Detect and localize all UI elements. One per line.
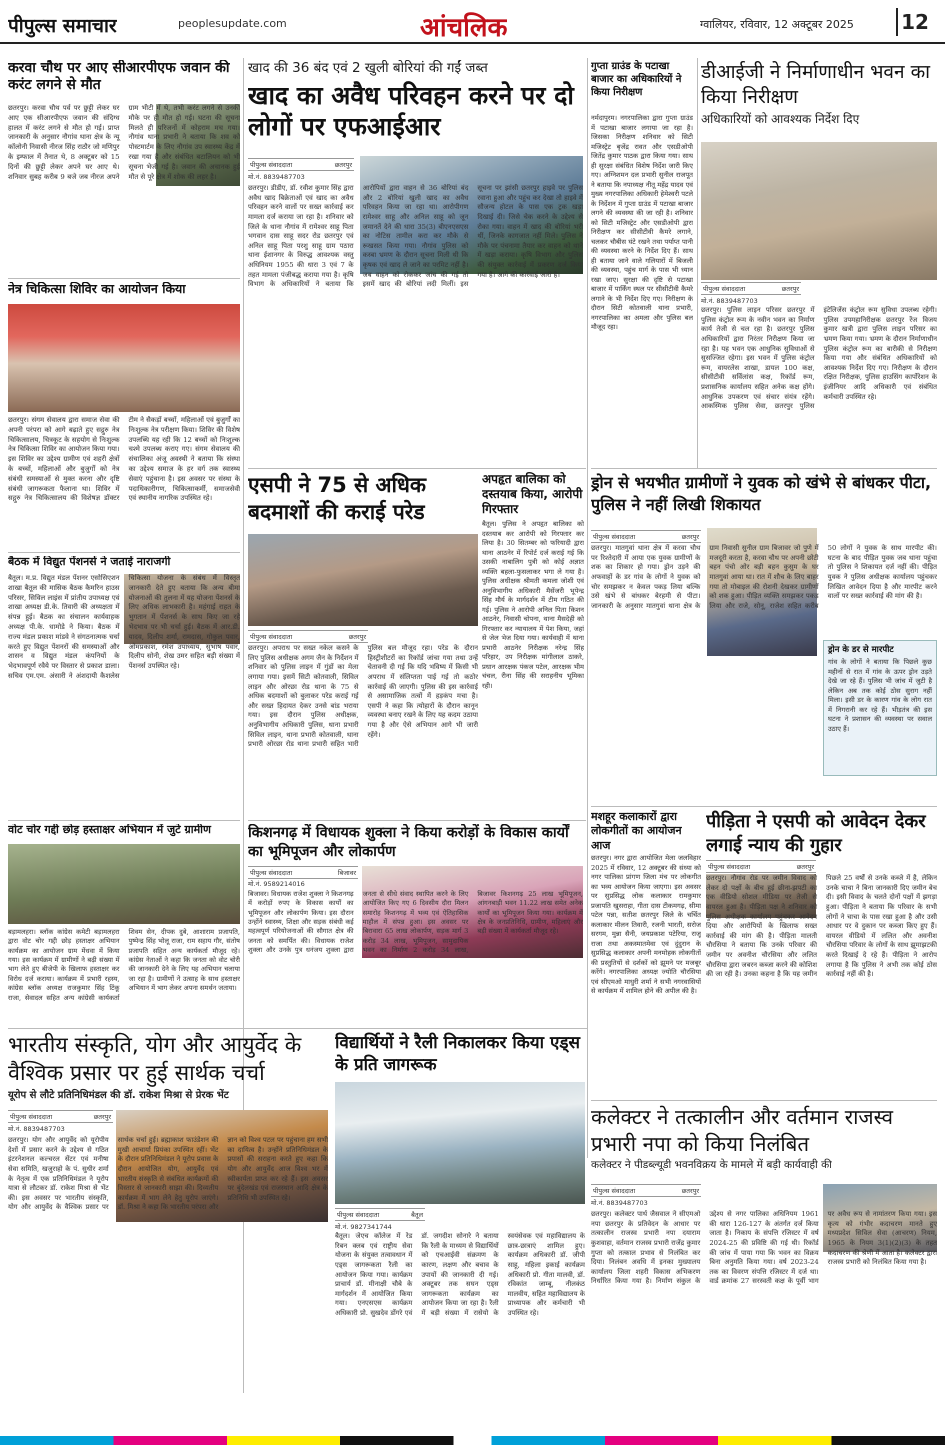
article-karva-body: छतरपुर। करवा चौथ पर्व पर छुट्टी लेकर घर आए एक सीआरपीएफ जवान की संदिग्ध हालत में करंट लगने से मौत हो गई। प्राप्त जानकारी के अनुसार नौगांव थाना क्षेत्र के न्यू कॉलोनी निवासी नीरज सिंह राठौर जो मणिपुर के इम्फाल में तैनात थे, 8 अक्टूबर को 15 दिनों की छुट्टी लेकर अपने घर आए थे। शनिवार सुबह करीब 9 बजे जब नीरज अपने ग्राम भीटी में थे, तभी करंट लगने से उनकी मौके पर ही मौत हो गई। घटना की सूचना मिलते ही परिजनों में कोहराम मच गया। नौगांव थाना प्रभारी ने बताया कि शव को पोस्टमार्टम के लिए नौगांव उप स्वास्थ्य केंद्र में रखा गया है और संबंधित बटालियन को भी सूचना भेजी गई है। जवान की अचानक हुई मौत से पूरे क्षेत्र में शोक की लहर है। bbox=[8, 104, 240, 181]
article-gupta bbox=[591, 60, 693, 465]
byline-city: छतरपुर bbox=[334, 161, 352, 169]
article-drone-byline bbox=[591, 530, 701, 543]
article-collector-byline bbox=[591, 1184, 701, 1197]
byline-staff: पीपुल्स संवाददाता bbox=[10, 1113, 53, 1121]
page-number: 12 bbox=[896, 8, 932, 36]
article-khaad-mobile: मो.नं. 8839487703 bbox=[248, 173, 305, 181]
article-gupta-title: गुप्ता ग्राउंड के पटाखा बाजार का अधिकारियों ने किया निरीक्षण bbox=[591, 61, 682, 98]
masthead-brand: पीपुल्स समाचार bbox=[8, 15, 117, 37]
article-collector-body: छतरपुर। कलेक्टर पार्थ जैसवाल ने सीएमओ नपा छतरपुर के प्रतिवेदन के आधार पर तत्कालीन राजस्व प्रभारी नपा दयाराम कुशवाहा, वर्तमान राजस्व प्रभारी राजेंद्र कुमार गुप्ता को तत्काल प्रभाव से निलंबित कर दिया। निलंबन अवधि में इनका मुख्यालय कार्यालय जिला शहरी विकास अभिकरण निर्धारित किया गया है। निर्माण संकुल के उद्देश्य से नगर पालिका अधिनियम 1961 की धारा 126-127 के अंतर्गत दर्ज किया जाता है। निकाय के संपत्ति रजिस्टर में वर्ष 2024-25 की प्रविष्टि की गई थी। रिकॉर्ड की जांच में पाया गया कि भवन का विक्रय बिना अनुमति किया गया। वर्ष 2023-24 तक का विवरण संपत्ति रजिस्टर में दर्ज था। वार्ड क्रमांक 27 सरस्वती कक्ष के पूर्वी भाग पर अवैध रूप से नामांतरण किया गया। इस कृत्य को गंभीर कदाचरण मानते हुए मध्यप्रदेश सिविल सेवा (आचरण) नियम, 1965 के नियम 3(1)(2)(3) के तहत कदाचरण की श्रेणी में आता है। कलेक्टर द्वारा राजस्व प्रभारी को निलंबित किया गया है। bbox=[591, 1210, 937, 1286]
byline-city: छतरपुर bbox=[93, 1113, 111, 1121]
article-netra-photo bbox=[8, 304, 240, 412]
article-sp-byline bbox=[248, 630, 368, 643]
byline-city: बिजावर bbox=[337, 869, 356, 877]
article-vote-photo bbox=[8, 844, 240, 924]
article-sanskriti-subtitle: यूरोप से लौटे प्रतिनिधिमंडल की डॉ. राकेश मिश्रा से प्रेरक भेंट bbox=[8, 1090, 229, 1102]
byline-staff: पीपुल्स संवाददाता bbox=[593, 533, 636, 541]
article-dig-title: डीआईजी ने निर्माणाधीन भवन का किया निरीक्षण bbox=[701, 61, 931, 108]
article-collector-title: कलेक्टर ने तत्कालीन और वर्तमान राजस्व प्रभारी नपा को किया निलंबित bbox=[591, 1105, 894, 1156]
article-dig-subtitle: अधिकारियों को आवश्यक निर्देश दिए bbox=[701, 112, 860, 127]
article-apahrit-body: बैतूल। पुलिस ने अपहृत बालिका को दस्तयाब कर आरोपी को गिरफ्तार कर लिया है। 30 सितम्बर को फरियादी द्वारा थाना आठनेर में रिपोर्ट दर्ज कराई गई कि उसकी नाबालिग पुत्री को कोई अज्ञात व्यक्ति बहला-फुसलाकर भगा ले गया है। पुलिस अधीक्षक श्रीमती कमला जोशी एवं अनुविभागीय अधिकारी मैसेंजरी भूपेन्द्र सिंह मौर्य के मार्गदर्शन में टीम गठित की गई। पुलिस ने आरोपी अनिल पिता किशन आठनेर, निवासी चोपना, थाना मैसदेही को गिरफ्तार कर न्यायालय में पेश किया, जहां से जेल भेज दिया गया। कार्यवाही में थाना प्रभारी आठनेर निरीक्षक नरेन्द्र सिंह परिहार, उप निरीक्षक मांगीलाल ठाकरे, प्रधान आरक्षक पंकज पटेल, आरक्षक भीम चंचल, रीना सिंह की सराहनीय भूमिका रही। bbox=[482, 520, 584, 690]
article-vidyarthi-body: बैतूल। जेएच कॉलेज में रेड रिबन क्लब एवं राष्ट्रीय सेवा योजना के संयुक्त तत्वावधान में एड्स जागरूकता रैली का आयोजन किया गया। कार्यक्रम प्राचार्य डॉ. मीनाक्षी चौबे के मार्गदर्शन में आयोजित किया गया। एनएसएस कार्यक्रम अधिकारी प्रो. सुखदेव डोंगरे एवं डॉ. जगदीश सोनारे ने बताया कि रैली के माध्यम से विद्यार्थियों को एचआईवी संक्रमण के कारण, लक्षण और बचाव के उपायों की जानकारी दी गई। अक्टूबर तक सघन एड्स जागरूकता कार्यक्रम का आयोजन किया जा रहा है। रैली में बड़ी संख्या में रासेयो के स्वयंसेवक एवं महाविद्यालय के छात्र-छात्राएं शामिल हुए। कार्यक्रम अधिकारी डॉ. जीपी साहू, महिला इकाई कार्यक्रम अधिकारी प्रो. गीता मालवी, डॉ. रविकांत जाम्बू, नीलकंठ मालवीय, सहित महाविद्यालय के प्राध्यापक और कर्मचारी भी उपस्थित रहे। bbox=[335, 1232, 585, 1318]
article-vote-body: बड़ामलहरा। ब्लॉक कांग्रेस कमेटी बड़ामलहरा द्वारा वोट चोर गद्दी छोड़ हस्ताक्षर अभियान कार्यक्रम का आयोजन ग्राम मेंधवा में किया गया। इस कार्यक्रम में ग्रामीणों ने बढ़ी संख्या में भाग लेते हुए बीजेपी के खिलाफ हस्ताक्षर कर विरोध दर्ज कराया। कार्यक्रम में प्रभारी रहस्य, कांग्रेस ब्लॉक अध्यक्ष राजकुमार सिंह टिंकू राजा, सेवादल सहित अन्य कांग्रेसी कार्यकर्ता शिवम सेन, दीपक दुबे, आशाराम प्रजापति, पुष्पेन्द्र सिंह भोलू राजा, राम सहाय गौर, संतोष प्रजापति सहित अन्य कार्यकर्ता मौजूद रहे। कांग्रेस नेताओं ने कहा कि जनता को वोट चोरी की जानकारी देने के लिए यह अभियान चलाया जा रहा है। ग्रामीणों ने उत्साह के साथ हस्ताक्षर अभियान में भाग लेकर अपना समर्थन जताया। bbox=[8, 928, 240, 1002]
article-peedita-title: पीड़िता ने एसपी को आवेदन देकर लगाई न्याय की गुहार bbox=[706, 811, 926, 856]
masthead-website: peoplesupdate.com bbox=[178, 17, 287, 30]
byline-city: छतरपुर bbox=[681, 533, 699, 541]
article-netra-title: नेत्र चिकित्सा शिविर का आयोजन किया bbox=[8, 282, 186, 296]
dateline: ग्वालियर, रविवार, 12 अक्टूबर 2025 bbox=[700, 18, 854, 31]
article-sanskriti-body: छतरपुर। योग और आयुर्वेद को यूरोपीय देशों में प्रसार करने के उद्देश्य से गठित इंटरनेशनल कल्चरल सेंटर एवं मनीषा सेवा समिति, खजुराहो के पं. सुधीर शर्मा के नेतृत्व में एक प्रतिनिधिमंडल ने यूरोप यात्रा से लौटकर डॉ. राकेश मिश्रा से भेंट की। इस अवसर पर भारतीय संस्कृति, योग और आयुर्वेद के वैश्विक प्रसार पर सार्थक चर्चा हुई। ब्रह्माकाश फाउंडेशन की मुखी आचार्या प्रियंका उपस्थित रहीं। भेंट के दौरान प्रतिनिधिमंडल ने यूरोप प्रवास के दौरान आयोजित योग, आयुर्वेद एवं भारतीय संस्कृति से संबंधित कार्यक्रमों की विस्तार से जानकारी साझा की। दिव्यतीय कार्यक्रम में भाग लेने हेतु यूरोप जाएंगे। डॉ. मिश्रा ने कहा कि भारतीय परंपरा और ज्ञान को विश्व पटल पर पहुंचाना हम सभी का दायित्व है। उन्होंने प्रतिनिधिमंडल के प्रयासों की सराहना करते हुए कहा कि योग और आयुर्वेद आज विश्व भर में स्वीकार्यता प्राप्त कर रहे हैं। इस अवसर पर बुंदेलखंड एवं राजस्थान आदि क्षेत्र के प्रतिनिधि भी उपस्थित रहे। bbox=[8, 1136, 328, 1212]
article-baithak bbox=[8, 556, 240, 818]
byline-staff: पीपुल्स संवाददाता bbox=[250, 161, 293, 169]
article-drone bbox=[591, 472, 937, 804]
article-khaad-kicker: खाद की 36 बंद एवं 2 खुली बोरियां की गईं जब्त bbox=[248, 60, 488, 76]
article-kishangarh-byline bbox=[248, 866, 358, 879]
article-drone-title: ड्रोन से भयभीत ग्रामीणों ने युवक को खंभे से बांधकर पीटा, पुलिस ने नहीं लिखी शिकायत bbox=[591, 473, 932, 515]
article-sp-photo bbox=[248, 534, 478, 626]
article-apahrit bbox=[482, 472, 584, 817]
article-vidyarthi bbox=[335, 1032, 585, 1432]
article-sp-title: एसपी ने 75 से अधिक बदमाशों की कराई परेड bbox=[248, 473, 427, 525]
article-mashhoor bbox=[591, 810, 701, 1098]
article-sanskriti-byline bbox=[8, 1110, 113, 1123]
article-vote-title: वोट चोर गद्दी छोड़ हस्ताक्षर अभियान में जुटे ग्रामीण bbox=[8, 824, 211, 836]
section-title: आंचलिक bbox=[420, 13, 508, 43]
article-karva-title: करवा चौथ पर आए सीआरपीएफ जवान की करंट लगने से मौत bbox=[8, 60, 230, 93]
article-khaad bbox=[248, 60, 583, 465]
byline-staff: पीपुल्स संवाददाता bbox=[593, 1187, 636, 1195]
masthead bbox=[0, 0, 945, 44]
byline-staff: पीपुल्स संवाददाता bbox=[708, 863, 751, 871]
article-peedita-body: छतरपुर। नौगांव रोड पर जमीन विवाद को लेकर दो पक्षों के बीच हुई छीना-झपटी का एक वीडियो सोशल मीडिया पर तेजी से वायरल हुआ है। पीड़िता पक्ष ने शनिवार को पुलिस अधीक्षक कार्यालय पहुंचकर आवेदन दिया और आरोपियों के खिलाफ सख्त कार्रवाई की मांग की है। पीड़िता मालती चौरसिया ने बताया कि उनके परिवार की जमीन पर अवनीश चौरसिया और ललित चौरसिया द्वारा जबरन कब्जा करने की कोशिश की जा रही है। उनका कहना है कि यह जमीन पिछले 25 वर्षों से उनके कब्जे में है, लेकिन उनके चाचा ने बिना जानकारी दिए जमीन बेच दी। इसी विवाद के चलते दोनों पक्षों में झगड़ा हुआ। पीड़िता ने बताया कि परिवार के सभी लोगों ने चाचा के पास रखा हुआ है और उसी आधार पर वे दुकान पर कब्जा किए हुए हैं। वायरल वीडियो में ललित और अवनीश चौरसिया परिवार के लोगों के साथ झूमाझटकी करते दिखाई दे रहे हैं। पीड़िता ने आरोप लगाया है कि पुलिस ने अभी तक कोई ठोस कार्रवाई नहीं की है। bbox=[706, 874, 937, 979]
byline-staff: पीपुल्स संवाददाता bbox=[703, 285, 746, 293]
article-gupta-body: नर्मदापुरम। नगरपालिका द्वारा गुप्ता ग्राउंड में पटाखा बाजार लगाया जा रहा है। जिसका निरीक्षण शनिवार को सिटी मजिस्ट्रेट बृजेंद्र रावत और एसडीओपी जितेंद्र कुमार पाठक द्वारा किया गया। साथ ही सुरक्षा संबंधित विशेष निर्देश जारी किए गए। अग्निशमन दल प्रभारी सुनील राजपूत ने बताया कि नपाध्यक्ष नीतू महेंद्र यादव एवं मुख्य नगरपालिका अधिकारी हेमेश्वरी पटले के निर्देशन में गुप्ता ग्राउंड में पटाखा बाजार लगने की व्यवस्था की जा रही है। शनिवार को सिटी मजिस्ट्रेट और एसडीओपी द्वारा निरीक्षण कर सीसीटीवी कैमरे लगाने, चलकर चौबीस घंटे रखने तथा पर्याप्त पानी की व्यवस्था करने के निर्देश दिए हैं। साथ ही बताया जाने वाले गलियारों में बिजली की व्यवस्था, पहुंच मार्ग के पास भी ध्यान रखा जाए। सुरक्षा की दृष्टि से पटाखा बाजार में पार्किंग स्थल पर सीसीटीवी कैमरे लगाने के भी निर्देश दिए गए। निरीक्षण के दौरान सिटी कोतवाली थाना प्रभारी, नगरपालिका का अमला और पुलिस बल मौजूद रहा। bbox=[591, 114, 693, 332]
byline-city: छतरपुर bbox=[796, 863, 814, 871]
article-kishangarh bbox=[248, 824, 583, 1024]
article-vidyarthi-title: विद्यार्थियों ने रैली निकालकर किया एड्स के प्रति जागरूक bbox=[335, 1033, 580, 1076]
byline-staff: पीपुल्स संवाददाता bbox=[337, 1211, 380, 1219]
article-dig-byline bbox=[701, 282, 801, 295]
article-apahrit-title: अपहृत बालिका को दस्तयाब किया, आरोपी गिरफ्तार bbox=[482, 472, 583, 516]
byline-staff: पीपुल्स संवाददाता bbox=[250, 633, 293, 641]
article-karva bbox=[8, 60, 240, 275]
byline-city: छतरपुर bbox=[348, 633, 366, 641]
article-vidyarthi-photo bbox=[335, 1082, 585, 1204]
article-vidyarthi-byline bbox=[335, 1208, 425, 1221]
article-dig bbox=[701, 60, 937, 465]
article-sp bbox=[248, 472, 478, 817]
article-peedita-byline bbox=[706, 860, 816, 873]
article-netra-body: छतरपुर। संगम सेवालय द्वारा समाज सेवा की अपनी परंपरा को आगे बढ़ाते हुए सद्गुरु नेत्र चिकित्सालय, चित्रकूट के सहयोग से निःशुल्क नेत्र चिकित्सा शिविर का आयोजन किया गया। इस शिविर का उद्देश्य ग्रामीण एवं शहरी क्षेत्रों के बच्चों, महिलाओं और बुजुर्गों को नेत्र संबंधी समस्याओं से मुक्त करना और दृष्टि संबंधी जागरूकता फैलाना था। शिविर में सद्गुरु नेत्र चिकित्सालय की विशेषज्ञ डॉक्टर टीम ने सैकड़ों बच्चों, महिलाओं एवं बुजुर्गों का निःशुल्क नेत्र परीक्षण किया। शिविर की विशेष उपलब्धि यह रही कि 12 बच्चों को निःशुल्क चश्मे उपलब्ध कराए गए। संगम सेवालय की संचालिका अंजू अवस्थी ने बताया कि संस्था का उद्देश्य समाज के हर वर्ग तक स्वास्थ्य सेवाएं पहुंचाना है। इस अवसर पर संस्था के पदाधिकारीगण, चिकित्साकर्मी, समाजसेवी एवं स्थानीय नागरिक उपस्थित रहे। bbox=[8, 416, 240, 503]
article-dig-body: छतरपुर। पुलिस लाइन परिसर छतरपुर में पुलिस कंट्रोल रूम के नवीन भवन का निर्माण कार्य तेजी से चल रहा है। छतरपुर पुलिस अधिकारियों द्वारा निरंतर निरीक्षण किया जा रहा है। यह भवन एक आधुनिक सुविधाओं से सुसज्जित रहेगा। इस भवन में पुलिस कंट्रोल रूम, वायरलेस शाखा, डायल 100 कक्ष, सीसीटीवी सर्विलांस कक्ष, रिकॉर्ड रूम, प्रशासनिक कार्यालय सहित अनेक कक्ष होंगे। आधुनिक उपकरण एवं संचार संयंत्र रहेंगे। आकस्मिक पुलिस सेवा, छतरपुर पुलिस इंटेलिजेंस कंट्रोल रूम सुविधा उपलब्ध रहेगी। पुलिस उपमहानिरीक्षक छतरपुर रेंज विजय कुमार खत्री द्वारा पुलिस लाइन परिसर का भ्रमण किया गया। भ्रमण के दौरान निर्माणाधीन पुलिस कंट्रोल रूम का बारीकी से निरीक्षण किया गया और संबंधित अधिकारियों को आवश्यक निर्देश दिए गए। निरीक्षण के दौरान रक्षित निरीक्षक, पुलिस हाउसिंग कार्पोरेशन के इंजीनियर आदि अधिकारी एवं संबंधित कर्मचारी उपस्थित रहे। bbox=[701, 306, 937, 411]
article-collector bbox=[591, 1104, 937, 1434]
article-drone-box bbox=[823, 640, 937, 776]
article-vidyarthi-mobile: मो.नं. 9827341744 bbox=[335, 1223, 392, 1231]
byline-city: छतरपुर bbox=[681, 1187, 699, 1195]
footer-color-bar bbox=[0, 1436, 945, 1445]
article-kishangarh-mobile: मो.नं. 9589214016 bbox=[248, 880, 305, 888]
article-mashhoor-title: मशहूर कलाकारों द्वारा लोकगीतों का आयोजन आज bbox=[591, 810, 682, 852]
article-sanskriti-title: भारतीय संस्कृति, योग और आयुर्वेद के वैश्विक प्रसार पर हुई सार्थक चर्चा bbox=[8, 1033, 302, 1086]
article-khaad-byline bbox=[248, 158, 354, 171]
article-khaad-body: छतरपुर। डीडीए, डॉ. रवीश कुमार सिंह द्वारा अवैध खाद बिक्रेताओं एवं खाद का अवैध परिवहन करने वालों पर सख्त कार्रवाई कर मामला दर्ज कराया जा रहा है। शनिवार को जिले के थाना नौगांव में रामेश्वर साहू पिता भगवान दास साहू सदर रोड छतरपुर एवं अनिल साहू पिता परशु साहू ग्राम पठारा थाना ईशानगर के विरुद्ध आवश्यक वस्तु अधिनियम 1955 की धारा 3 एवं 7 के तहत मामला पंजीबद्ध कराया गया है। कृषि विभाग के अधिकारियों ने बताया कि आरोपियों द्वारा वाहन से 36 बोरियां बंद और 2 बोरियां खुली खाद का अवैध परिवहन किया जा रहा था। आरोपीगण रामेश्वर साहू और अनिल साहू को जून जमानतें देने की धारा 35(3) बीएनएसएस का नोटिस तामील करा कर मौके से रूखसत किया गया। नौगांव पुलिस को कस्बा भ्रमण के दौरान सूचना मिली थी कि कृषक एवं खाद ले जाने का परमिट नहीं है। जब वाहन को रोककर जांच की गई तो इसमें खाद की बोरियां लदी मिलीं। इस सूचना पर झांसी छतरपुर हाइवे पर पुलिस रवाना हुआ और पहुंच कर देखा तो हाइवे में सौजन्य होटल के पास एक ट्रक खड़ा दिखाई दी। जिसे चेक करने के उद्देश्य से रोका गया। वाहन में खाद की बोरियां भरी थीं, जिनके कागजात नहीं मिले। पुलिस ने मौके पर पंचनामा तैयार कर वाहन को थाने में खड़ा कराया। कृषि विभाग और पुलिस की संयुक्त कार्रवाई में प्रकरण दर्ज किया गया है। आगे की कार्रवाई जारी है। bbox=[248, 184, 583, 289]
article-netra bbox=[8, 282, 240, 550]
byline-city: बैतूल bbox=[411, 1211, 423, 1219]
article-peedita bbox=[706, 810, 937, 1098]
byline-staff: पीपुल्स संवाददाता bbox=[250, 869, 293, 877]
article-dig-mobile: मो.नं. 8839487703 bbox=[701, 297, 758, 305]
article-collector-mobile: मो.नं. 8839487703 bbox=[591, 1199, 648, 1207]
article-baithak-body: बैतूल। म.प्र. विद्युत मंडल पेंशनर एसोसिएशन शाखा बैतूल की मासिक बैठक कैमरिन हाउस परिसर, सिविल लाइंस में प्रांतीय उपाध्यक्ष एवं शाखा अध्यक्ष डी.के. तिवारी की अध्यक्षता में संपन्न हुई। बैठक का संचालन कार्यवाहक अध्यक्ष पी.के. धामोडे ने किया। बैठक में राज्य मंडल प्रकाश मांडवे ने संगठनात्मक चर्चा करते हुए विद्युत पेंशनरों की समस्याओं और शासन व विद्युत मंडल कंपनियों के भेदभावपूर्ण रवैये पर विस्तार से प्रकाश डाला। सचिव एम.एम. अंसारी ने अंशदायी कैशलेस चिकित्सा योजना के संबंध में विस्तृत जानकारी देते हुए बताया कि अन्य बीमा योजनाओं की तुलना में यह योजना पेंशनर्स के लिए अधिक लाभकारी है। महंगाई राहत के भुगतान में पेंशनर्स के साथ किए जा रहे भेदभाव पर भी चर्चा हुई। बैठक में आर.डी. यादव, दिलीप शर्मा, रामदास, गोकुल पवार, ओमप्रकाश, रमेश उपाध्याय, सुभाष पवार, दिलीप सोनी, शेख उमर सहित बड़ी संख्या में पेंशनर्स उपस्थित रहे। bbox=[8, 574, 240, 680]
article-baithak-title: बैठक में विद्युत पेंशनर्स ने जताई नाराजगी bbox=[8, 556, 171, 568]
article-sanskriti bbox=[8, 1032, 328, 1432]
article-drone-box-title: ड्रोन के डर से मारपीट bbox=[828, 645, 894, 655]
article-khaad-title: खाद का अवैध परिवहन करने पर दो लोगों पर एफआईआर bbox=[248, 81, 574, 142]
article-drone-body: छतरपुर। मातगुवां थाना क्षेत्र में करवा चौथ पर रिश्तेदारी में आया एक युवक ग्रामीणों के शक का शिकार हो गया। ड्रोन उड़ने की अफवाहों के डर गांव के लोगों ने युवक को चोर समझकर न केवल पकड़ लिया बल्कि उसे खंभे से बांधकर बेरहमी से पीटा। जानकारी के अनुसार मातगुवां थाना क्षेत्र के ग्राम निवासी सुनील ग्राम बिजावर जो पुणे में मजदूरी करता है, करवा चौथ पर अपनी छोटी बहन पंचो ओर बड़ी बहन कुसुम के घर मातगुवां आया था। रात में शौच के लिए बाहर गया तो मोबाइल की रोशनी देखकर ग्रामीणों को शक हुआ। पीड़ित व्यक्ति समझकर पकड़ लिया और राजे, सोनू, राजेश सहित करीब 50 लोगों ने युवक के साथ मारपीट की। घटना के बाद पीड़ित युवक जब थाना पहुंचा तो पुलिस ने शिकायत दर्ज नहीं की। पीड़ित युवक ने पुलिस अधीक्षक कार्यालय पहुंचकर लिखित आवेदन दिया है और मारपीट करने वालों पर सख्त कार्रवाई की मांग की है। bbox=[591, 544, 937, 610]
article-collector-subtitle: कलेक्टर ने पीडब्ल्यूडी भवनविक्रय के मामले में बड़ी कार्यवाही की bbox=[591, 1159, 832, 1172]
article-mashhoor-body: छतरपुर। नगर द्वारा आयोजित मेला जलविहार 2025 में रविवार, 12 अक्टूबर की संध्या को नगर पालिका प्रांगण जिला मंच पर लोकगीत का भव्य आयोजन किया जाएगा। इस अवसर पर सुप्रसिद्ध लोक कलाकार रामकुमार प्रजापति खुसराहा, गीता दास टीकमगढ़, सीमा पटेल पन्ना, सतीश छतरपुर जिले के चर्चित कलाकार मीलन तिवारी, रजनी भारती, सरोज सरगम, मुन्ना सैनी, जयप्रकाश पटेरिया, राजू राजा तथा अकस्मातमेवा एवं दुंदुरान के सुप्रसिद्ध कलाकार अपनी मनमोहक लोकगीतों की प्रस्तुतियों से दर्शकों को झूमने पर मजबूर करेंगे। नगरपालिका अध्यक्ष ज्योति चौरसिया एवं सीएमओ माधुरी शर्मा ने सभी नगरवासियों से कार्यक्रम में शामिल होने की अपील की है। bbox=[591, 854, 701, 996]
article-dig-photo bbox=[701, 142, 937, 280]
byline-city: छतरपुर bbox=[781, 285, 799, 293]
article-kishangarh-body: बिजावर। विधायक राजेश शुक्ला ने किशनगढ़ में करोड़ों रुपए के विकास कार्यों का भूमिपूजन और लोकार्पण किया। इस दौरान उन्होंने स्वास्थ्य, शिक्षा और सड़क संबंधी कई महत्वपूर्ण परियोजनाओं की सौगात क्षेत्र की जनता को समर्पित की। विधायक राजेश शुक्ला और उनके पुत्र धनंजय शुक्ला द्वारा जनता से सीधे संवाद स्थापित करने के लिए आयोजित किए गए 6 दिवसीय दौरा मिलन समारोह किशनगढ़ में भव्य एवं ऐतिहासिक माहौल में संपन्न हुआ। इस अवसर पर बिरावारा 65 लाख लोकार्पण, सड़क मार्ग 3 करोड़ 34 लाख, भूमिपूजन, सामुदायिक भवन का निर्माण 2 करोड़ 34 लाख, बिजावर किशनगढ़ 25 लाख भूमिपूजन, आंगनबाड़ी भवन 11.22 लाख समेत अनेक कार्यों का भूमिपूजन किया गया। कार्यक्रम में क्षेत्र के जनप्रतिनिधि, ग्रामीण, महिलाएं और बड़ी संख्या में कार्यकर्ता मौजूद रहे। bbox=[248, 890, 583, 955]
article-kishangarh-title: किशनगढ़ में विधायक शुक्ला ने किया करोड़ों के विकास कार्यों का भूमिपूजन और लोकार्पण bbox=[248, 825, 569, 860]
article-drone-box-body: गांव के लोगों ने बताया कि पिछले कुछ महीनों से रात में गांव के ऊपर ड्रोन उड़ते देखे जा रहे हैं। पुलिस भी जांच में जुटी है लेकिन अब तक कोई ठोस सुराग नहीं मिला। इसी डर के कारण गांव के लोग रात में निगरानी कर रहे हैं। भीड़तंत्र की इस घटना ने प्रशासन की व्यवस्था पर सवाल उठाए हैं। bbox=[828, 658, 932, 733]
article-sanskriti-mobile: मो.नं. 8839487703 bbox=[8, 1125, 65, 1133]
article-vote bbox=[8, 824, 240, 1024]
article-sp-body: छतरपुर। अपराध पर सख्त नकेल कसने के लिए पुलिस अधीक्षक अगम जैन के निर्देशन में शनिवार को पुलिस लाइन में गुंडों का मेला लगाया गया। इसमें सिटी कोतवाली, सिविल लाइन और ओरछा रोड थाना के 75 से अधिक बदमाशों को बुलाकर परेड कराई गई और सख्त हिदायत देकर उनसे बांड भराया गया। इस दौरान पुलिस अधीक्षक, अनुविभागीय अधिकारी पुलिस, थाना प्रभारी सिविल लाइन, थाना प्रभारी कोतवाली, थाना प्रभारी ओरछा रोड थाना प्रभारी सहित भारी पुलिस बल मौजूद रहा। परेड के दौरान हिस्ट्रीशीटरों का रिकॉर्ड जांचा गया तथा उन्हें चेतावनी दी गई कि यदि भविष्य में किसी भी अपराध में संलिप्तता पाई गई तो कठोर कार्रवाई की जाएगी। पुलिस की इस कार्रवाई से असामाजिक तत्वों में हड़कंप मचा है। एसपी ने कहा कि त्योहारों के दौरान कानून व्यवस्था बनाए रखने के लिए यह कदम उठाया गया है और ऐसे अभियान आगे भी जारी रहेंगे। bbox=[248, 644, 478, 749]
